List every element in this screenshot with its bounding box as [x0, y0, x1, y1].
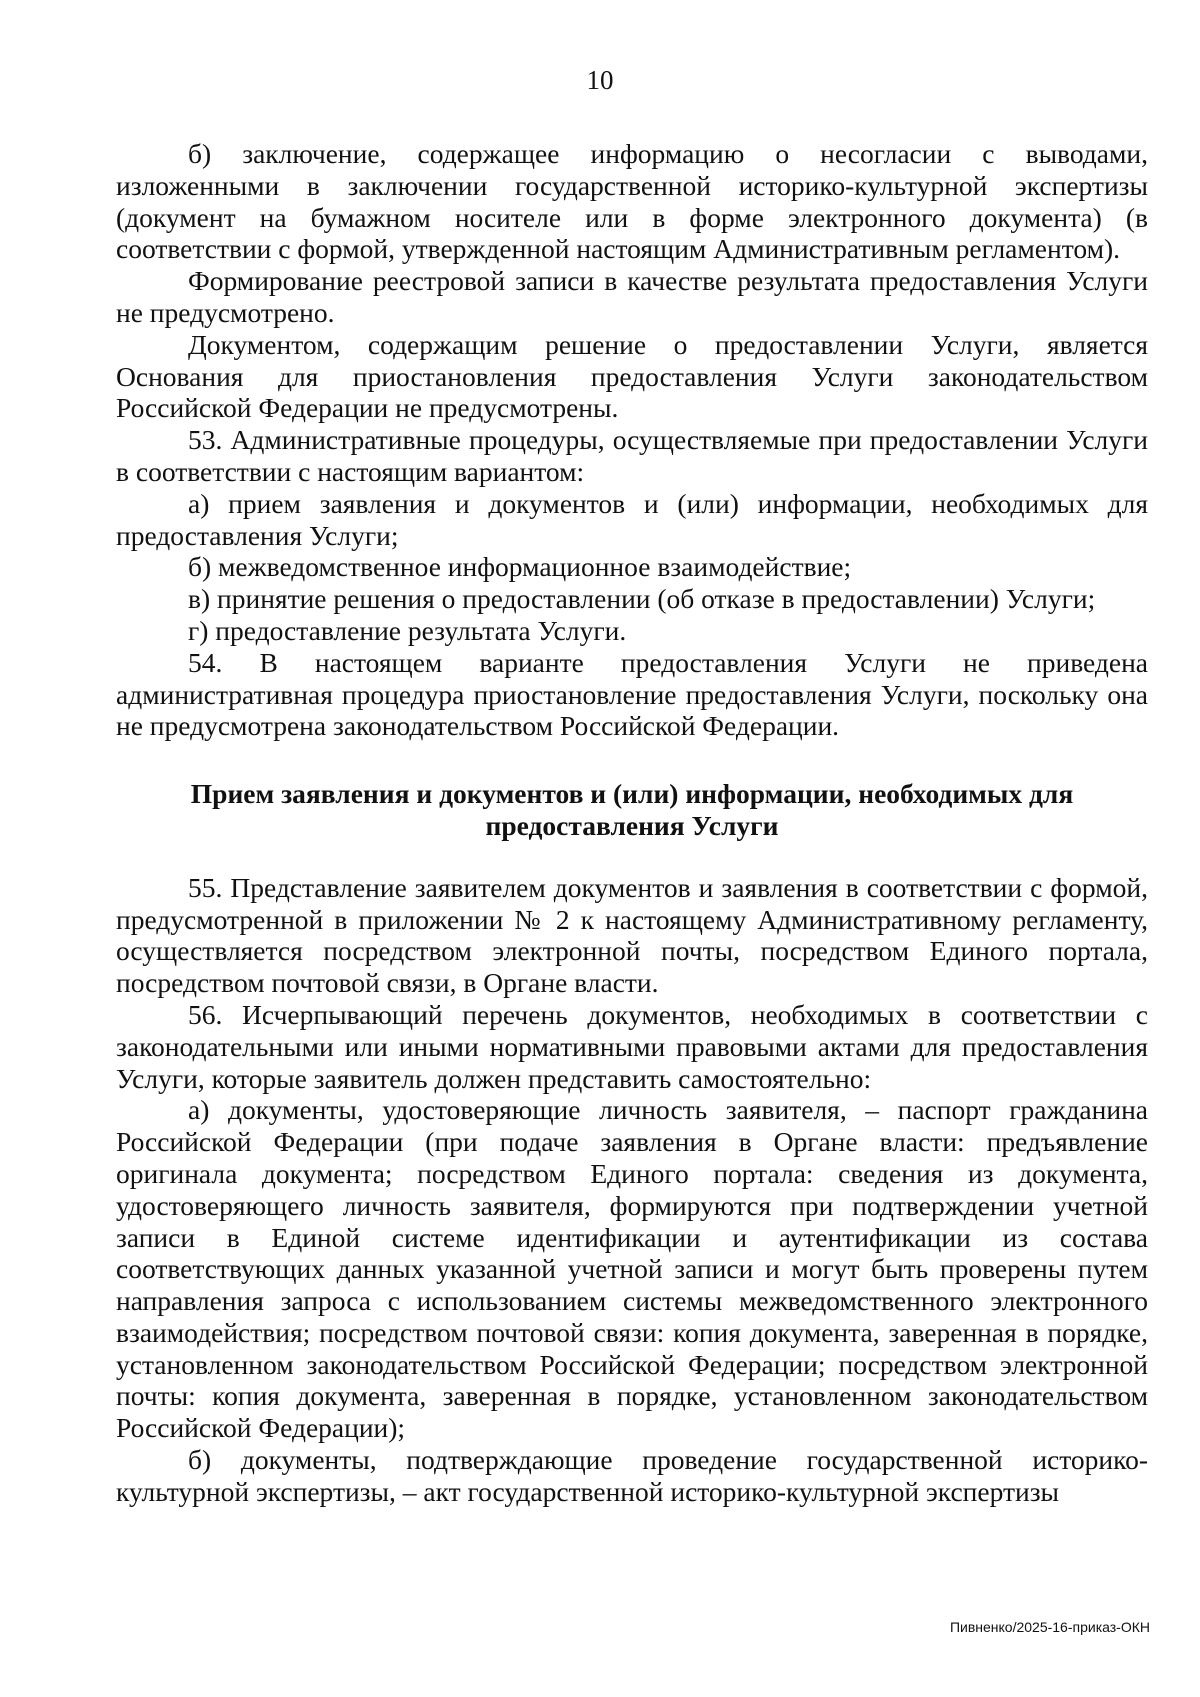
paragraph-item-54: 54. В настоящем варианте предоставления Услуги не приведена административная процедура приостановление предоставления Услуги, поскольку она не предусмотрена законодательством Российской Федерации.	[116, 646, 1148, 742]
paragraph-item-53-g: г) предоставление результата Услуги.	[188, 614, 627, 646]
paragraph-item-53-v: в) принятие решения о предоставлении (об отказе в предоставлении) Услуги;	[188, 583, 1096, 615]
paragraph-decision-document: Документом, содержащим решение о предоставлении Услуги, является Основания для приостановления предоставления Услуги законодательством Российской Федерации не предусмотрены.	[116, 328, 1148, 424]
footer-document-code: Пивненко/2025-16-приказ-ОКН	[949, 1619, 1150, 1635]
paragraph-item-53-b: б) межведомственное информационное взаимодействие;	[188, 551, 852, 583]
paragraph-item-53-a: а) прием заявления и документов и (или) информации, необходимых для предоставления Услуги;	[116, 487, 1148, 551]
paragraph-registry-record: Формирование реестровой записи в качестве результата предоставления Услуги не предусмотрено.	[116, 265, 1148, 328]
paragraph-item-55: 55. Представление заявителем документов и заявления в соответствии с формой, предусмотренной в приложении № 2 к настоящему Административному регламенту, осуществляется посредством электронной почты, посредством Единого портала, посредством почтовой связи, в Органе власти.	[116, 871, 1148, 999]
page-number: 10	[586, 65, 614, 95]
paragraph-item-56: 56. Исчерпывающий перечень документов, необходимых в соответствии с законодательными или иными нормативными правовыми актами для предоставления Услуги, которые заявитель должен представить самостоятельно:	[116, 998, 1148, 1094]
paragraph-conclusion-disagreement: б) заключение, содержащее информацию о несогласии с выводами, изложенными в заключении государственной историко-культурной экспертизы (документ на бумажном носителе или в форме электронного документа) (в соответствии с формой, утвержденной настоящим Административным регламентом).	[116, 138, 1148, 265]
section-heading-line2: предоставления Услуги	[485, 809, 779, 841]
paragraph-item-56-b: б) документы, подтверждающие проведение государственной историко-культурной экспертизы, – акт государственной историко-культурной экспертизы	[116, 1444, 1148, 1507]
document-body	[116, 138, 1148, 1508]
paragraph-item-53: 53. Административные процедуры, осуществляемые при предоставлении Услуги в соответствии с настоящим вариантом:	[116, 424, 1148, 487]
paragraph-item-56-a: а) документы, удостоверяющие личность заявителя, – паспорт гражданина Российской Федерации (при подаче заявления в Органе власти: предъявление оригинала документа; посредством Единого портала: сведения из документа, удостоверяющего личность заявителя, формируются при подтверждении учетной записи в Единой системе идентификации и аутентификации из состава соответствующих данных указанной учетной записи и могут быть проверены путем направления запроса с использованием системы межведомственного электронного взаимодействия; посредством почтовой связи: копия документа, заверенная в порядке, установленном законодательством Российской Федерации; посредством электронной почты: копия документа, заверенная в порядке, установленном законодательством Российской Федерации);	[116, 1094, 1148, 1444]
section-heading-line1: Прием заявления и документов и (или) информации, необходимых для	[190, 778, 1074, 810]
section-heading	[116, 778, 1148, 842]
